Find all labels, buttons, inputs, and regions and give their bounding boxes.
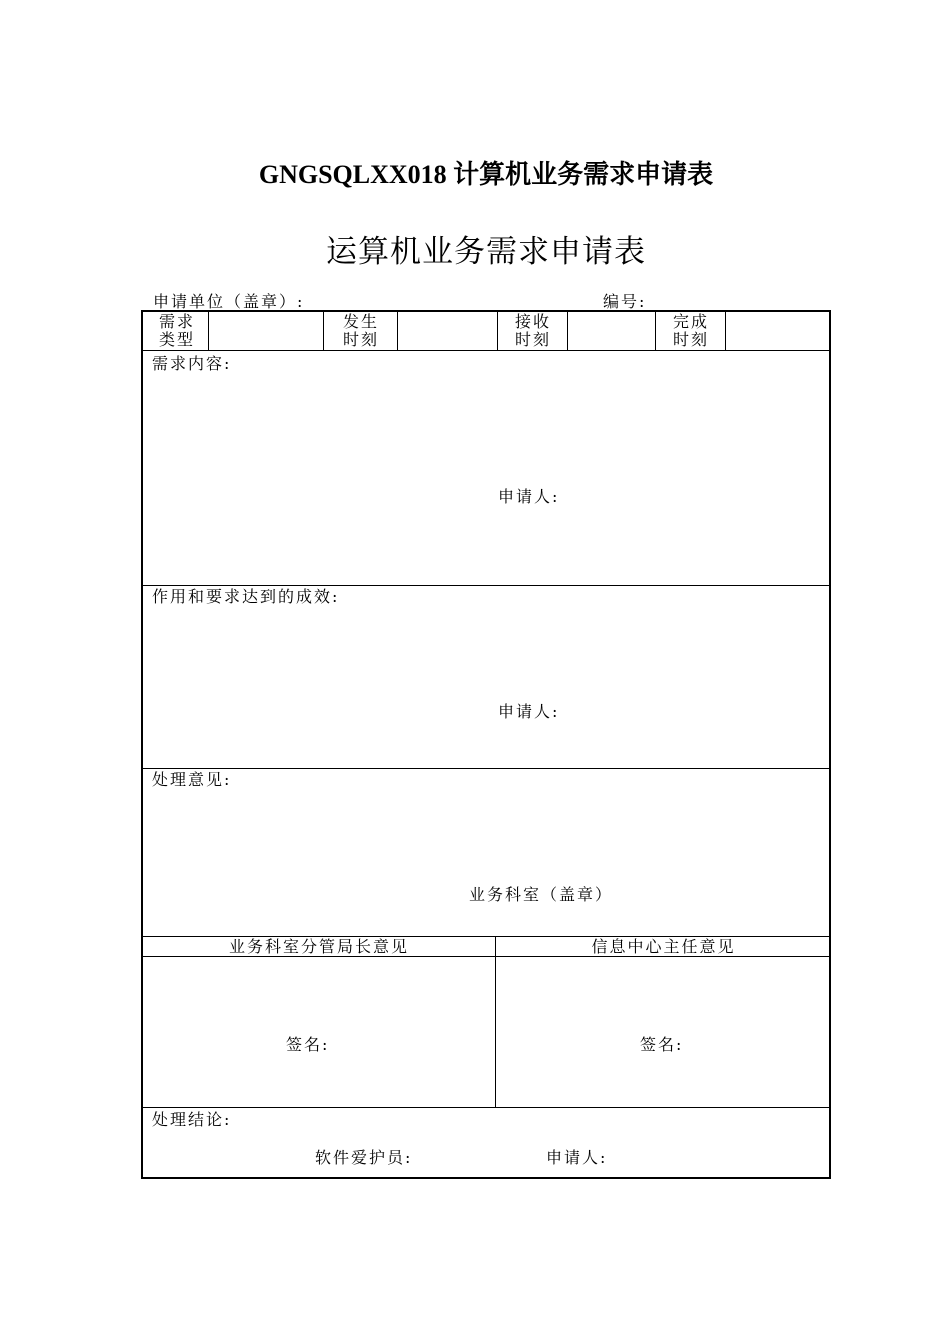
conclusion-applicant-label: 申请人: bbox=[546, 1148, 608, 1167]
col-line bbox=[323, 312, 324, 350]
request-form-table bbox=[141, 310, 831, 1179]
occur-time-label: 发生 时刻 bbox=[342, 312, 379, 349]
effect-applicant-label: 申请人: bbox=[498, 702, 560, 721]
effect-label: 作用和要求达到的成效: bbox=[152, 587, 340, 606]
conclusion-label: 处理结论: bbox=[152, 1110, 232, 1129]
finish-time-label: 完成 时刻 bbox=[672, 312, 709, 349]
row-line-opinion-header bbox=[143, 956, 829, 957]
number-label: 编号: bbox=[603, 292, 647, 311]
col-line bbox=[655, 312, 656, 350]
receive-time-label: 接收 时刻 bbox=[514, 312, 551, 349]
row-line-opinion bbox=[143, 1107, 829, 1108]
department-stamp-label: 业务科室（盖章） bbox=[469, 885, 614, 904]
apply-unit-label: 申请单位（盖章）: bbox=[153, 292, 305, 311]
handling-opinion-label: 处理意见: bbox=[152, 770, 232, 789]
opinion-split-line bbox=[495, 936, 496, 1107]
bureau-director-opinion-header: 业务科室分管局长意见 bbox=[228, 937, 409, 956]
col-line bbox=[208, 312, 209, 350]
demand-content-label: 需求内容: bbox=[152, 354, 232, 373]
software-maintainer-label: 软件爱护员: bbox=[315, 1148, 413, 1167]
row-line-header bbox=[143, 350, 829, 351]
info-center-opinion-header: 信息中心主任意见 bbox=[591, 937, 736, 956]
col-line bbox=[497, 312, 498, 350]
content-applicant-label: 申请人: bbox=[498, 487, 560, 506]
row-line-effect bbox=[143, 768, 829, 769]
form-title: 运算机业务需求申请表 bbox=[326, 234, 646, 270]
sign-left-label: 签名: bbox=[286, 1035, 330, 1054]
document-code-title: GNGSQLXX018 计算机业务需求申请表 bbox=[258, 160, 714, 189]
col-line bbox=[567, 312, 568, 350]
row-line-content bbox=[143, 585, 829, 586]
col-line bbox=[725, 312, 726, 350]
sign-right-label: 签名: bbox=[640, 1035, 684, 1054]
col-line bbox=[397, 312, 398, 350]
demand-type-label: 需求 类型 bbox=[158, 312, 195, 349]
